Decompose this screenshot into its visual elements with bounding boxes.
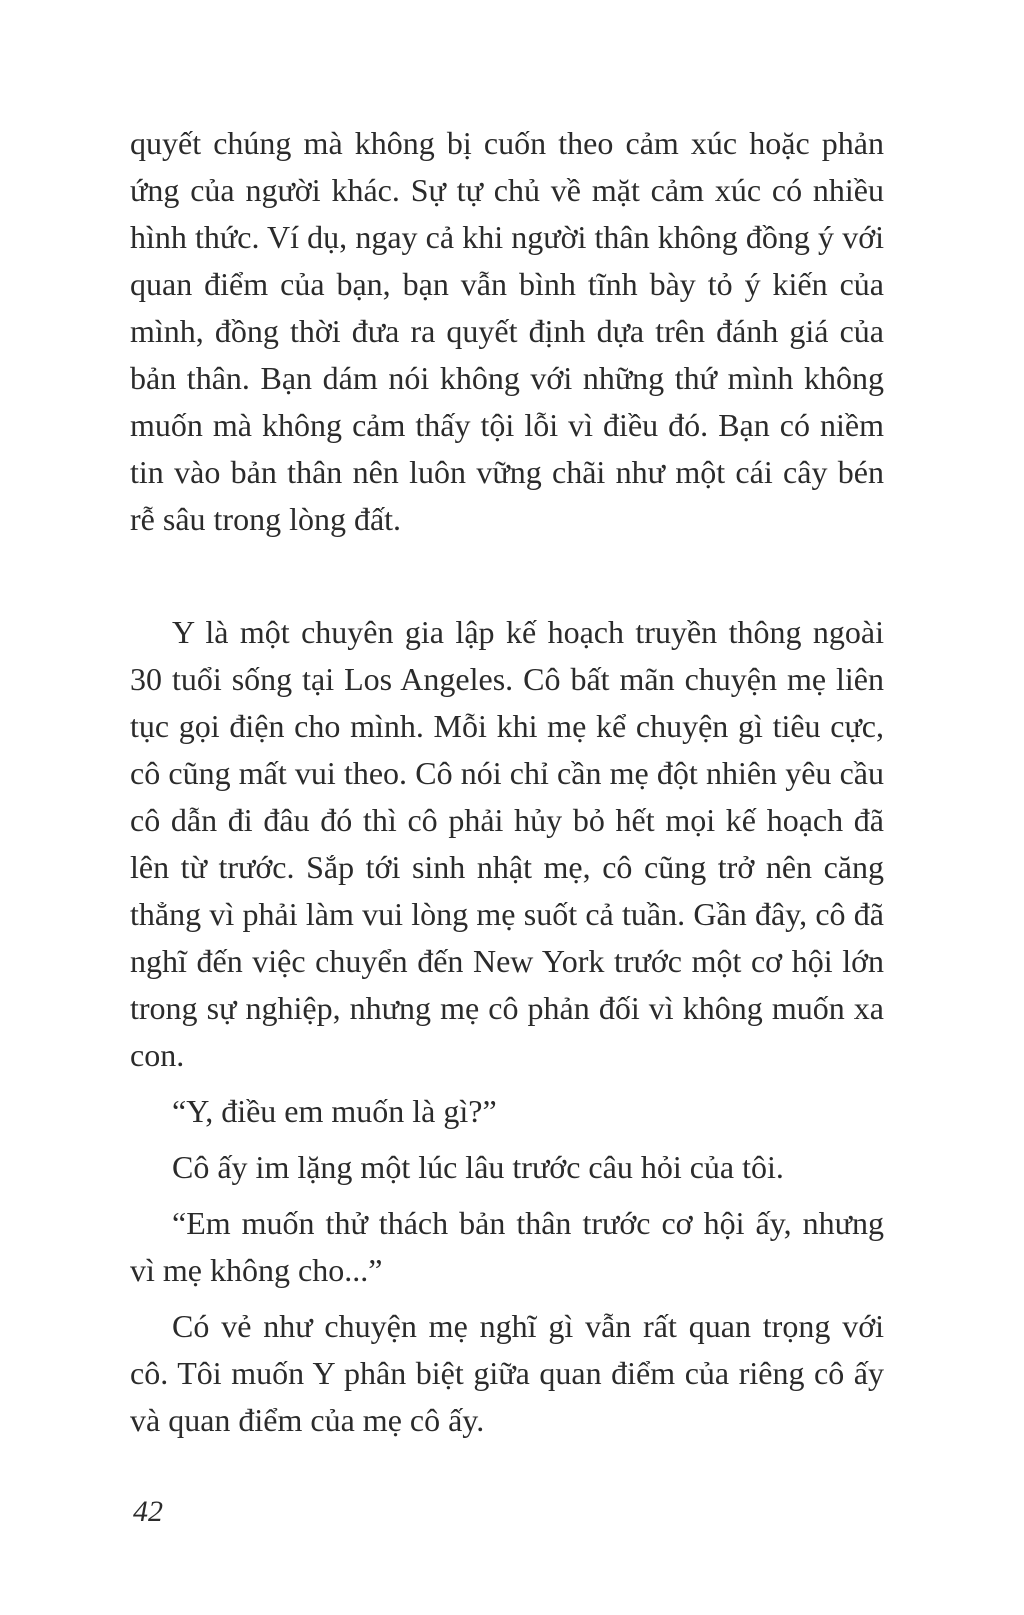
dialogue-line-answer: “Em muốn thử thách bản thân trước cơ hội ấy, nhưng vì mẹ không cho...” (130, 1205, 884, 1288)
dialogue-line-question: “Y, điều em muốn là gì?” (172, 1093, 497, 1129)
paragraph-commentary: Có vẻ như chuyện mẹ nghĩ gì vẫn rất quan trọng với cô. Tôi muốn Y phân biệt giữa quan điểm của riêng cô ấy và quan điểm của mẹ cô ấy. (130, 1308, 884, 1438)
paragraph-case-story: Y là một chuyên gia lập kế hoạch truyền thông ngoài 30 tuổi sống tại Los Angeles. Cô bất mãn chuyện mẹ liên tục gọi điện cho mình. Mỗi khi mẹ kể chuyện gì tiêu cực, cô cũng mất vui theo. Cô nói chỉ cần mẹ đột nhiên yêu cầu cô dẫn đi đâu đó thì cô phải hủy bỏ hết mọi kế hoạch đã lên từ trước. Sắp tới sinh nhật mẹ, cô cũng trở nên căng thẳng vì phải làm vui lòng mẹ suốt cả tuần. Gần đây, cô đã nghĩ đến việc chuyển đến New York trước một cơ hội lớn trong sự nghiệp, nhưng mẹ cô phản đối vì không muốn xa con. (130, 614, 884, 1073)
page-number: 42 (133, 1495, 163, 1528)
body-text-block (130, 120, 884, 1444)
paragraph-continuation: quyết chúng mà không bị cuốn theo cảm xúc hoặc phản ứng của người khác. Sự tự chủ về mặt cảm xúc có nhiều hình thức. Ví dụ, ngay cả khi người thân không đồng ý với quan điểm của bạn, bạn vẫn bình tĩnh bày tỏ ý kiến của mình, đồng thời đưa ra quyết định dựa trên đánh giá của bản thân. Bạn dám nói không với những thứ mình không muốn mà không cảm thấy tội lỗi vì điều đó. Bạn có niềm tin vào bản thân nên luôn vững chãi như một cái cây bén rễ sâu trong lòng đất. (130, 125, 884, 537)
paragraph-narration: Cô ấy im lặng một lúc lâu trước câu hỏi của tôi. (172, 1149, 784, 1185)
